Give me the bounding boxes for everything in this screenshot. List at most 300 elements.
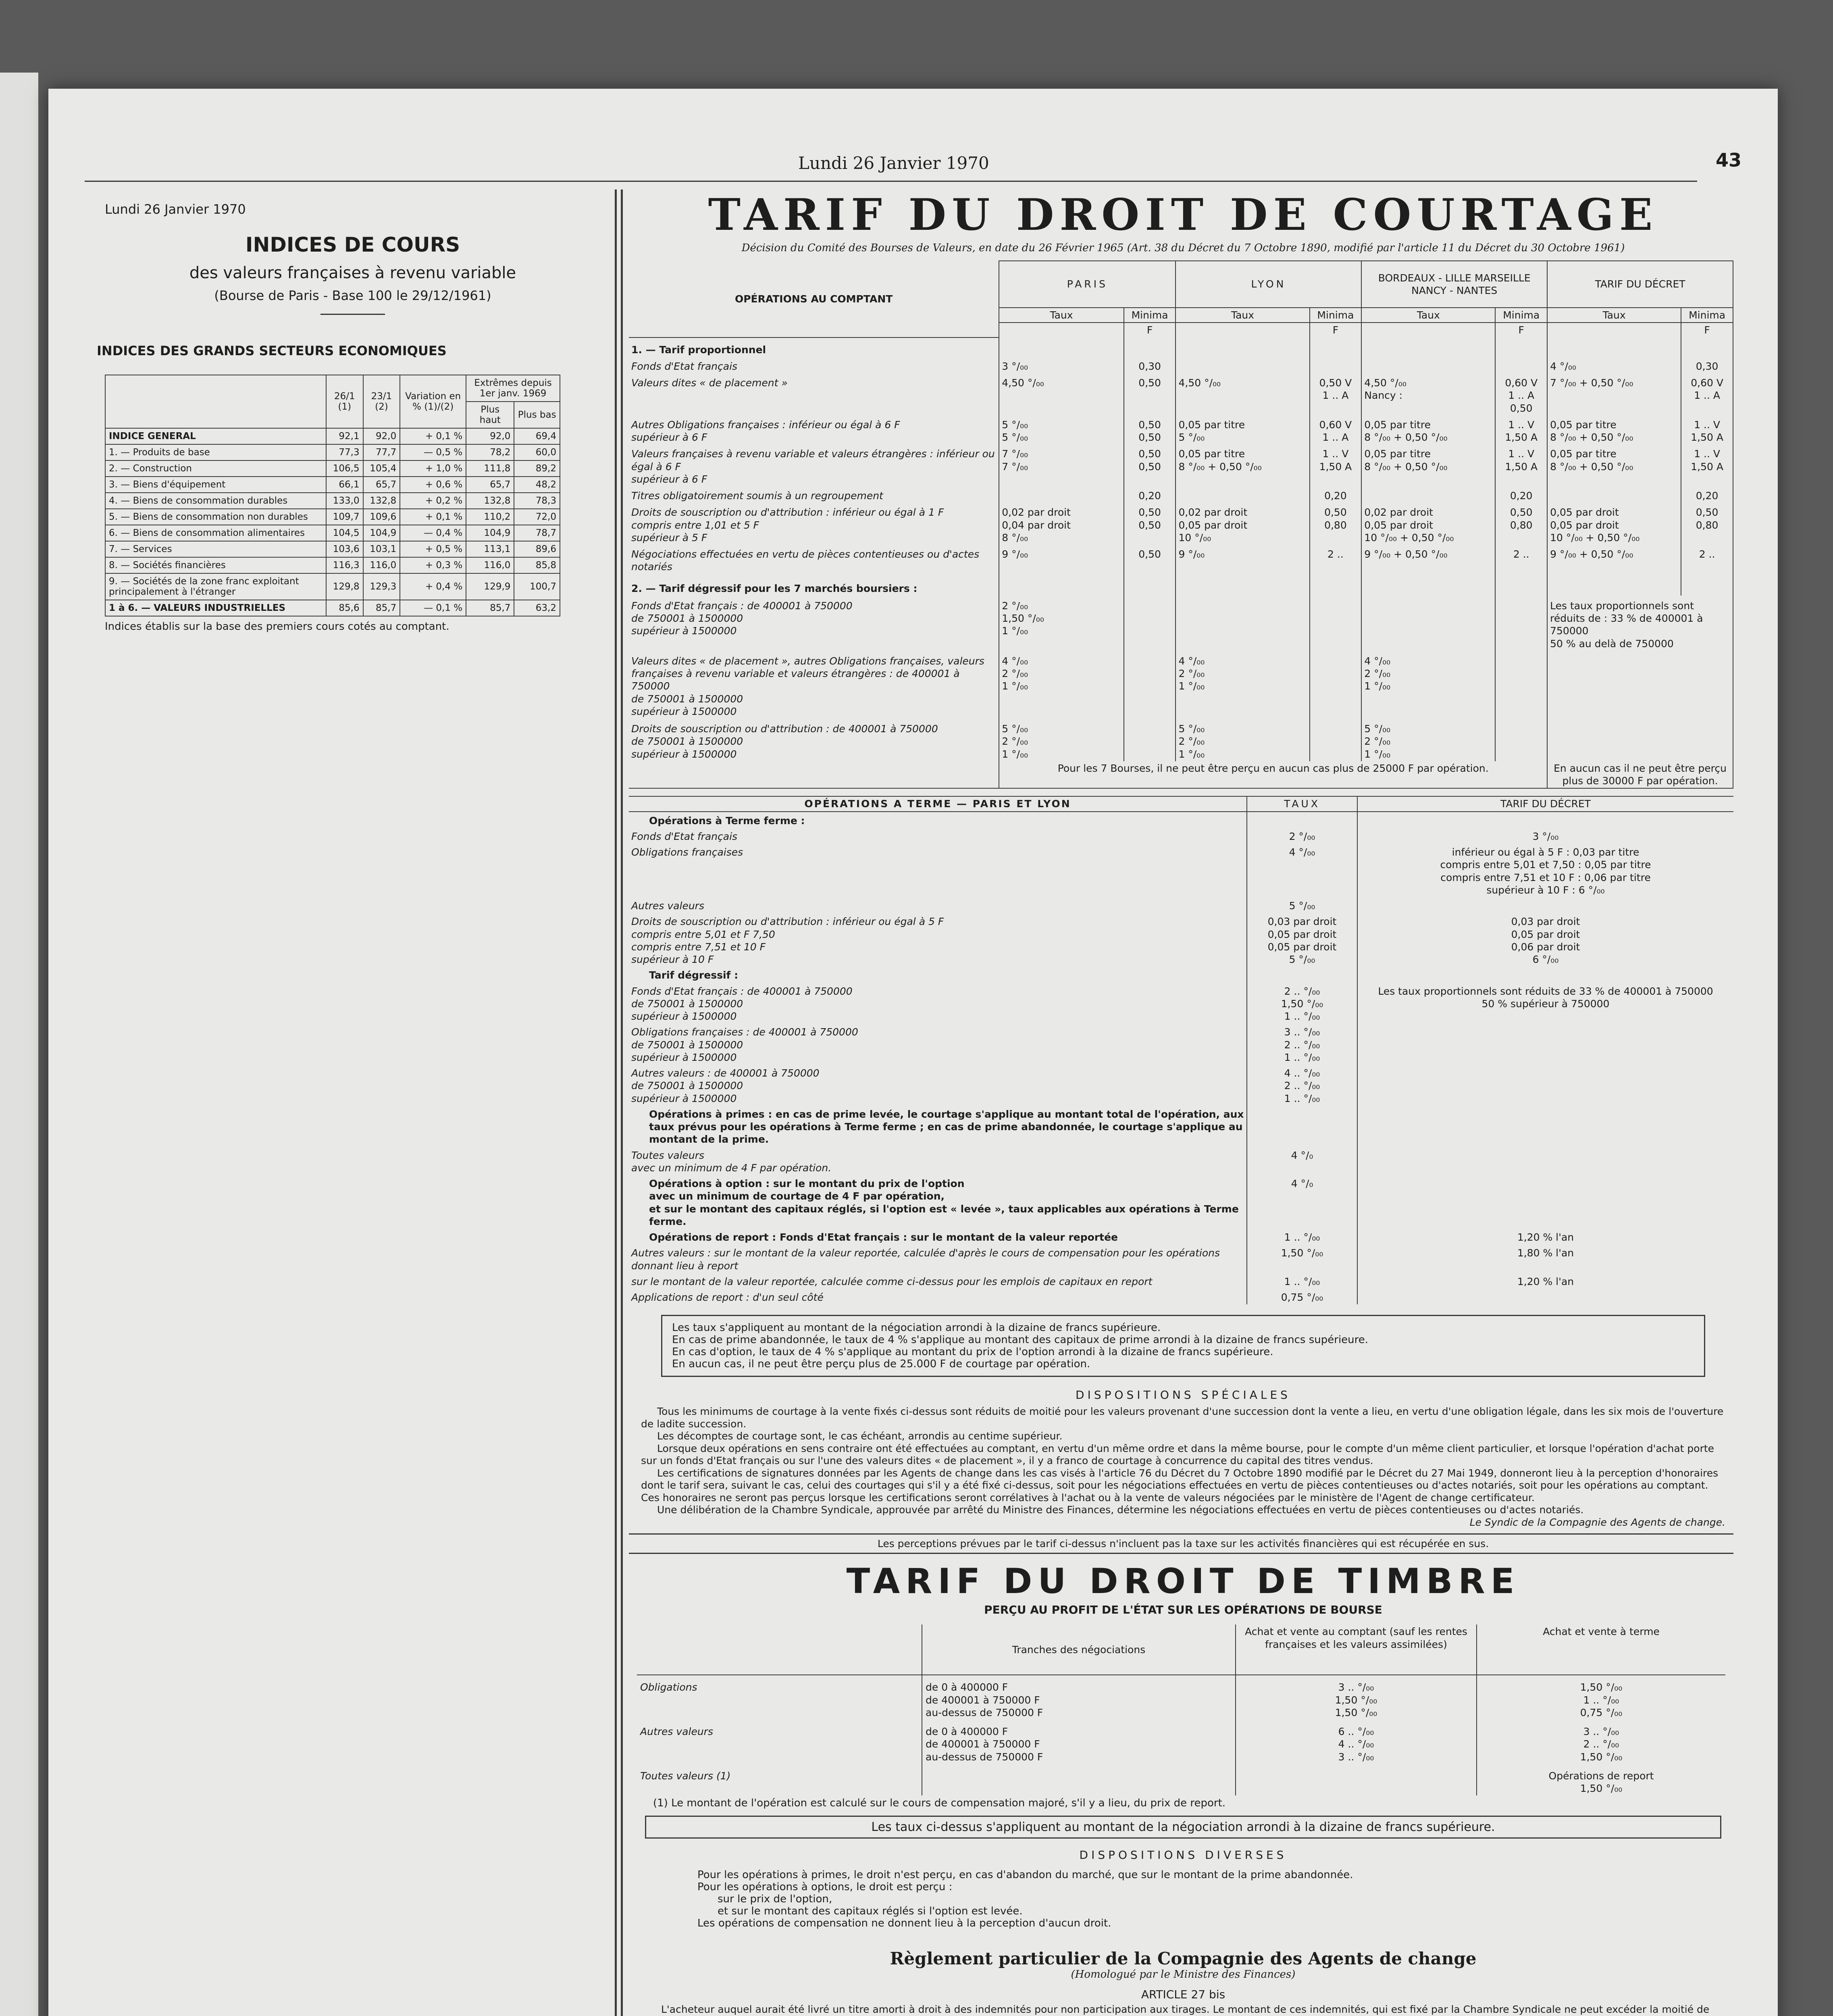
index-label: 5. — Biens de consommation non durables	[105, 509, 326, 525]
rate-pm	[1124, 337, 1176, 357]
terme-rows	[629, 812, 1733, 1305]
index-23-1: 85,7	[363, 600, 400, 616]
terme-label: Droits de souscription ou d'attribution : inférieur ou égal à 5 F compris entre 5,01 et F 7,50 compris entre 7,51 et 10 F supérieur à 10 F	[629, 913, 1247, 966]
op-label: Titres obligatoirement soumis à un regroupement	[631, 490, 883, 502]
terme-row	[629, 1064, 1733, 1106]
div-line: sur le prix de l'option,	[718, 1893, 832, 1906]
rate-bm: 1 .. V 1,50 A	[1495, 415, 1547, 445]
terme-label: Opérations de report : Fonds d'Etat français : sur le montant de la valeur reportée	[629, 1229, 1247, 1244]
col-bordeaux: BORDEAUX - LILLE MARSEILLE NANCY - NANTES	[1361, 261, 1547, 308]
index-row	[105, 493, 560, 509]
col-23-1: 23/1 (2)	[363, 375, 400, 428]
terme-taux	[1247, 966, 1357, 982]
timbre-terme: 3 .. °/₀₀ 2 .. °/₀₀ 1,50 °/₀₀	[1580, 1726, 1623, 1763]
reglement-body	[645, 2004, 1721, 2016]
degressif-max-note: En aucun cas il ne peut être perçu plus de 30000 F par opération.	[1547, 761, 1733, 789]
index-row	[105, 444, 560, 460]
decret-taux: Taux	[1547, 308, 1681, 323]
paris-f: F	[1124, 323, 1176, 337]
bx-taux: Taux	[1361, 308, 1495, 323]
terme-label: Applications de report : d'un seul côté	[629, 1289, 1247, 1304]
terme-decret: inférieur ou égal à 5 F : 0,03 par titre compris entre 5,01 et 7,50 : 0,05 par titre compris entre 7,51 et 10 F : 0,06 par titre supérieur à 10 F : 6 °/₀₀	[1440, 846, 1651, 896]
index-variation: + 0,1 %	[400, 509, 466, 525]
index-plus-bas: 85,8	[514, 557, 560, 573]
lyon-taux: Taux	[1176, 308, 1309, 323]
col-variation: Variation en % (1)/(2)	[400, 375, 466, 428]
rate-p	[999, 337, 1124, 357]
rate-ly	[1176, 486, 1309, 503]
terme-row	[629, 1023, 1733, 1064]
lyon-taux-unit	[1176, 323, 1309, 337]
terme-taux: 0,03 par droit 0,05 par droit 0,05 par droit 5 °/₀₀	[1247, 913, 1357, 966]
rate-p: 9 °/₀₀	[999, 545, 1124, 574]
terme-taux: 0,75 °/₀₀	[1247, 1289, 1357, 1304]
terme-row	[629, 828, 1733, 843]
indices-rows	[105, 428, 560, 616]
index-row	[105, 525, 560, 541]
header-rule	[85, 181, 1697, 182]
degressif-row	[629, 719, 1733, 761]
index-26-1: 116,3	[326, 557, 363, 573]
rate-ly: 4,50 °/₀₀	[1176, 373, 1309, 415]
terme-row	[629, 1147, 1733, 1175]
adjacent-page-edge	[0, 73, 38, 2016]
terme-label: Opérations à primes : en cas de prime levée, le courtage s'applique au montant total de l'opération, aux taux prévus pour les opérations à Terme ferme ; en cas de prime abandonnée, le courtage s'applique au montant de la prime.	[629, 1106, 1247, 1147]
rate-dm: 0,20	[1681, 486, 1733, 503]
ops-comptant-title: OPÉRATIONS AU COMPTANT	[629, 261, 999, 337]
index-variation: — 0,5 %	[400, 444, 466, 460]
reglement-sub: (Homologué par le Ministre des Finances)	[1071, 1968, 1296, 1981]
blank	[1495, 596, 1547, 651]
blank-header	[105, 375, 326, 428]
rate-b: 0,05 par titre 8 °/₀₀ + 0,50 °/₀₀	[1361, 415, 1495, 445]
timbre-comptant: 3 .. °/₀₀ 1,50 °/₀₀ 1,50 °/₀₀	[1236, 1675, 1477, 1720]
reglement-text: L'acheteur auquel aurait été livré un titre amorti à droit à des indemnités pour non participation aux tirages. Le montant de ces indemnités, qui est fixé par la Chambre Syndicale ne peut excéder la moitié de	[661, 2004, 1710, 2016]
indices-note: Indices établis sur la base des premiers cours cotés au comptant.	[105, 621, 449, 633]
op-label: Valeurs françaises à revenu variable et valeurs étrangères : inférieur ou égal à 6 F supérieur à 6 F	[631, 448, 995, 485]
timbre-table	[637, 1624, 1725, 1795]
section-title: INDICES DES GRANDS SECTEURS ECONOMIQUES	[97, 343, 447, 358]
timbre-rows	[637, 1675, 1725, 1795]
bx-f: F	[1495, 323, 1547, 337]
rate-bm: 0,50 0,80	[1495, 503, 1547, 545]
terme-taux: 4 °/₀	[1247, 1175, 1357, 1229]
terme-row	[629, 1244, 1733, 1273]
rate-b: 0,02 par droit 0,05 par droit 10 °/₀₀ + 0,50 °/₀₀	[1361, 503, 1495, 545]
terme-label: Fonds d'Etat français : de 400001 à 750000 de 750001 à 1500000 supérieur à 1500000	[629, 983, 1247, 1024]
index-23-1: 105,4	[363, 460, 400, 477]
index-row	[105, 477, 560, 493]
degressif-paris: 2 °/₀₀ 1,50 °/₀₀ 1 °/₀₀	[999, 596, 1124, 651]
rate-pm: 0,50	[1124, 373, 1176, 415]
lyon-minima: Minima	[1310, 308, 1362, 323]
terme-taux: 1,50 °/₀₀	[1247, 1244, 1357, 1273]
div-line: et sur le montant des capitaux réglés si l'option est levée.	[718, 1905, 1023, 1918]
terme-label: Autres valeurs : de 400001 à 750000 de 750001 à 1500000 supérieur à 1500000	[629, 1064, 1247, 1106]
blank	[1310, 719, 1362, 761]
index-plus-bas: 69,4	[514, 428, 560, 444]
rate-b: 0,05 par titre 8 °/₀₀ + 0,50 °/₀₀	[1361, 444, 1495, 486]
comptant-row	[629, 337, 1733, 357]
terme-decret	[1357, 1023, 1733, 1064]
rate-bm: 0,60 V 1 .. A 0,50	[1495, 373, 1547, 415]
index-26-1: 85,6	[326, 600, 363, 616]
decret-f: F	[1681, 323, 1733, 337]
terme-decret: 1,20 % l'an	[1517, 1231, 1574, 1243]
terme-col-taux: TAUX	[1247, 796, 1357, 811]
degressif-title: 2. — Tarif dégressif pour les 7 marchés boursiers :	[631, 582, 918, 594]
indices-title: INDICES DE COURS	[245, 233, 460, 256]
index-variation: + 0,2 %	[400, 493, 466, 509]
index-23-1: 65,7	[363, 477, 400, 493]
terme-taux: 1 .. °/₀₀	[1247, 1273, 1357, 1289]
degressif-label: Droits de souscription ou d'attribution : de 400001 à 750000 de 750001 à 1500000 supérieur à 1500000	[631, 723, 938, 760]
op-label: Valeurs dites « de placement »	[631, 377, 788, 389]
col-extremes: Extrêmes depuis 1er janv. 1969	[466, 375, 560, 402]
degressif-bx: 4 °/₀₀ 2 °/₀₀ 1 °/₀₀	[1361, 651, 1495, 719]
terme-row	[629, 1273, 1733, 1289]
indices-date: Lundi 26 Janvier 1970	[105, 202, 246, 217]
degressif-bx: 5 °/₀₀ 2 °/₀₀ 1 °/₀₀	[1361, 719, 1495, 761]
index-label: 3. — Biens d'équipement	[105, 477, 326, 493]
div-body	[697, 1869, 1737, 1929]
terme-taux-box	[661, 1315, 1705, 1377]
index-variation: — 0,4 %	[400, 525, 466, 541]
rate-b	[1361, 337, 1495, 357]
index-plus-bas: 72,0	[514, 509, 560, 525]
paris-taux: Taux	[999, 308, 1124, 323]
disposition-para: Tous les minimums de courtage à la vente fixés ci-dessus sont réduits de moitié pour les valeurs provenant d'une succession dont la vente a lieu, en vertu d'une obligation légale, dans les six mois de l'ouverture de ladite succession.	[641, 1406, 1724, 1430]
blank	[1124, 719, 1176, 761]
rate-pm: 0,50 0,50	[1124, 503, 1176, 545]
terme-row	[629, 913, 1733, 966]
terme-decret: 1,20 % l'an	[1517, 1275, 1574, 1287]
rate-ly	[1176, 357, 1309, 373]
tarifs-column	[629, 190, 1737, 2016]
seven-bourses-note: Pour les 7 Bourses, il ne peut être perçu en aucun cas plus de 25000 F par opération.	[999, 761, 1547, 789]
timbre-row	[637, 1764, 1725, 1796]
degressif-decret: Les taux proportionnels sont réduits de : 33 % de 400001 à 750000 50 % au delà de 750000	[1547, 596, 1733, 651]
terme-decret	[1357, 897, 1733, 913]
index-plus-haut: 110,2	[466, 509, 514, 525]
terme-label: Obligations françaises : de 400001 à 750000 de 750001 à 1500000 supérieur à 1500000	[629, 1023, 1247, 1064]
degressif-bx	[1361, 596, 1495, 651]
index-26-1: 133,0	[326, 493, 363, 509]
rule	[629, 1533, 1733, 1535]
index-plus-bas: 78,3	[514, 493, 560, 509]
index-row	[105, 573, 560, 600]
index-variation: + 1,0 %	[400, 460, 466, 477]
index-row	[105, 600, 560, 616]
rate-lym: 0,50 V 1 .. A	[1310, 373, 1362, 415]
terme-row	[629, 966, 1733, 982]
div-line: Les opérations de compensation ne donnent lieu à la perception d'aucun droit.	[697, 1917, 1111, 1930]
op-label: Autres Obligations françaises : inférieur ou égal à 6 F supérieur à 6 F	[631, 419, 900, 443]
index-23-1: 109,6	[363, 509, 400, 525]
courtage-decision: Décision du Comité des Bourses de Valeurs, en date du 26 Février 1965 (Art. 38 du Décret du 7 Octobre 1890, modifié par l'article 11 du Décret du 30 Octobre 1961)	[741, 242, 1625, 254]
degressif-row	[629, 651, 1733, 719]
reglement-article: ARTICLE 27 bis	[1141, 1988, 1225, 2001]
disposition-para: Lorsque deux opérations en sens contraire ont été effectuées au comptant, en vertu d'un même ordre et dans la même bourse, pour le compte d'un même client particulier, et lorsque l'opération d'achat porte sur un fonds d'Etat français ou sur l'une des valeurs dites « de placement », il y a franco de courtage à concurrence du capital des titres vendus.	[641, 1442, 1714, 1467]
terme-row	[629, 1229, 1733, 1244]
terme-decret	[1357, 1175, 1733, 1229]
degressif-paris: 4 °/₀₀ 2 °/₀₀ 1 °/₀₀	[999, 651, 1124, 719]
timbre-row	[637, 1675, 1725, 1720]
timbre-title: TARIF DU DROIT DE TIMBRE	[846, 1561, 1520, 1602]
timbre-tranches: de 0 à 400000 F de 400001 à 750000 F au-dessus de 750000 F	[922, 1720, 1236, 1764]
page-header	[48, 149, 1778, 181]
bx-minima: Minima	[1495, 308, 1547, 323]
terme-taux: 2 °/₀₀	[1247, 828, 1357, 843]
timbre-label: Autres valeurs	[640, 1726, 713, 1737]
rate-ly: 9 °/₀₀	[1176, 545, 1309, 574]
terme-table	[629, 796, 1733, 1304]
col-lyon: LYON	[1176, 261, 1361, 308]
op-label: Négociations effectuées en vertu de pièces contentieuses ou d'actes notariés	[631, 548, 980, 573]
blank	[1495, 651, 1547, 719]
dispositions-signature: Le Syndic de la Compagnie des Agents de change.	[1469, 1516, 1725, 1528]
rate-bm: 2 ..	[1495, 545, 1547, 574]
terme-decret	[1357, 1147, 1733, 1175]
degressif-paris: 5 °/₀₀ 2 °/₀₀ 1 °/₀₀	[999, 719, 1124, 761]
terme-row	[629, 812, 1733, 828]
index-variation: + 0,4 %	[400, 573, 466, 600]
rate-d	[1547, 486, 1681, 503]
index-26-1: 103,6	[326, 541, 363, 557]
col-terme: Achat et vente à terme	[1477, 1624, 1725, 1675]
blank	[1124, 651, 1176, 719]
rate-dm: 1 .. V 1,50 A	[1681, 415, 1733, 445]
col-decret: TARIF DU DÉCRET	[1547, 261, 1733, 308]
terme-taux: 2 .. °/₀₀ 1,50 °/₀₀ 1 .. °/₀₀	[1247, 983, 1357, 1024]
degressif-decret	[1547, 651, 1733, 719]
disposition-para: Les certifications de signatures données par les Agents de change dans les cas visés à l'article 76 du Décret du 7 Octobre 1890 modifié par le Décret du 27 Mai 1949, donneront lieu à la perception d'honoraires dont le tarif sera, suivant le cas, celui des courtages qui s'il y a été fixé ci-dessus, soit pour les négociations effectuées en vertu de pièces contentieuses ou d'actes notariés, soit pour les opérations au comptant. Ces honoraires ne seront pas perçus lorsque les certifications seront corrélatives à l'achat ou à la vente de valeurs négociées par le ministère de l'Agent de change certificateur.	[641, 1467, 1719, 1504]
terme-decret: 1,80 % l'an	[1517, 1247, 1574, 1259]
index-plus-haut: 113,1	[466, 541, 514, 557]
index-26-1: 109,7	[326, 509, 363, 525]
degressif-decret	[1547, 719, 1733, 761]
terme-row	[629, 1106, 1733, 1147]
rate-pm: 0,50 0,50	[1124, 415, 1176, 445]
indices-base: (Bourse de Paris - Base 100 le 29/12/1961)	[214, 288, 491, 303]
index-plus-bas: 89,6	[514, 541, 560, 557]
reglement-title: Règlement particulier de la Compagnie des Agents de change	[890, 1949, 1477, 1969]
terme-taux: 4 °/₀	[1247, 1147, 1357, 1175]
rate-d: 0,05 par titre 8 °/₀₀ + 0,50 °/₀₀	[1547, 415, 1681, 445]
terme-taux	[1247, 812, 1357, 828]
rate-b	[1361, 486, 1495, 503]
comptant-row	[629, 373, 1733, 415]
rate-bm	[1495, 357, 1547, 373]
terme-taux: 3 .. °/₀₀ 2 .. °/₀₀ 1 .. °/₀₀	[1247, 1023, 1357, 1064]
terme-label: Autres valeurs : sur le montant de la valeur reportée, calculée d'après le cours de compensation pour les opérations donnant lieu à report	[629, 1244, 1247, 1273]
dispositions-title: DISPOSITIONS SPÉCIALES	[1076, 1388, 1291, 1402]
blank	[1124, 596, 1176, 651]
timbre-tranches: de 0 à 400000 F de 400001 à 750000 F au-dessus de 750000 F	[922, 1675, 1236, 1720]
rate-pm: 0,50	[1124, 545, 1176, 574]
div-line: Pour les opérations à primes, le droit n'est perçu, en cas d'abandon du marché, que sur le montant de la prime abandonnée.	[697, 1869, 1353, 1881]
terme-label: Toutes valeurs avec un minimum de 4 F par opération.	[629, 1147, 1247, 1175]
op-label: Droits de souscription ou d'attribution : inférieur ou égal à 1 F compris entre 1,01 et 5 F supérieur à 5 F	[631, 506, 944, 544]
comptant-row	[629, 486, 1733, 503]
index-row	[105, 509, 560, 525]
timbre-row	[637, 1720, 1725, 1764]
title-rule	[320, 314, 385, 315]
index-row	[105, 428, 560, 444]
rate-ly: 0,05 par titre 8 °/₀₀ + 0,50 °/₀₀	[1176, 444, 1309, 486]
terme-label: Opérations à Terme ferme :	[629, 812, 1247, 828]
comptant-row	[629, 415, 1733, 445]
index-variation: + 0,5 %	[400, 541, 466, 557]
comptant-row	[629, 444, 1733, 486]
terme-row	[629, 843, 1733, 897]
rate-pm: 0,30	[1124, 357, 1176, 373]
courtage-comptant-table	[629, 260, 1733, 789]
index-23-1: 132,8	[363, 493, 400, 509]
col-tranches: Tranches des négociations	[922, 1624, 1236, 1675]
column-divider-2	[621, 190, 623, 2016]
col-26-1: 26/1 (1)	[326, 375, 363, 428]
rate-p: 3 °/₀₀	[999, 357, 1124, 373]
page-number: 43	[1715, 149, 1741, 171]
terme-row	[629, 983, 1733, 1024]
index-plus-haut: 65,7	[466, 477, 514, 493]
index-plus-bas: 63,2	[514, 600, 560, 616]
index-plus-bas: 78,7	[514, 525, 560, 541]
rate-p	[999, 486, 1124, 503]
rate-pm: 0,50 0,50	[1124, 444, 1176, 486]
index-label: INDICE GENERAL	[105, 428, 326, 444]
rate-dm: 2 ..	[1681, 545, 1733, 574]
index-plus-haut: 132,8	[466, 493, 514, 509]
rate-lym: 0,20	[1310, 486, 1362, 503]
terme-decret: Les taux proportionnels sont réduits de 33 % de 400001 à 750000 50 % supérieur à 750000	[1378, 985, 1713, 1010]
perceptions-note: Les perceptions prévues par le tarif ci-dessus n'incluent pas la taxe sur les activités financières qui est récupérée en sus.	[877, 1538, 1489, 1550]
dispositions-body	[641, 1406, 1725, 1529]
rate-dm: 0,30	[1681, 357, 1733, 373]
terme-decret: 0,03 par droit 0,05 par droit 0,06 par droit 6 °/₀₀	[1511, 916, 1580, 965]
disposition-para: Les décomptes de courtage sont, le cas échéant, arrondis au centime supérieur.	[657, 1430, 1063, 1442]
terme-row	[629, 1175, 1733, 1229]
index-23-1: 92,0	[363, 428, 400, 444]
terme-col-decret: TARIF DU DÉCRET	[1357, 796, 1733, 811]
index-variation: + 0,1 %	[400, 428, 466, 444]
index-row	[105, 557, 560, 573]
index-row	[105, 460, 560, 477]
index-26-1: 92,1	[326, 428, 363, 444]
index-label: 1 à 6. — VALEURS INDUSTRIELLES	[105, 600, 326, 616]
comptant-rows	[629, 337, 1733, 574]
index-23-1: 116,0	[363, 557, 400, 573]
index-label: 2. — Construction	[105, 460, 326, 477]
timbre-label: Obligations	[640, 1681, 697, 1693]
terme-decret	[1357, 812, 1733, 828]
terme-row	[629, 1289, 1733, 1304]
terme-row	[629, 897, 1733, 913]
rate-p: 0,02 par droit 0,04 par droit 8 °/₀₀	[999, 503, 1124, 545]
index-26-1: 129,8	[326, 573, 363, 600]
index-label: 4. — Biens de consommation durables	[105, 493, 326, 509]
paris-minima: Minima	[1124, 308, 1176, 323]
index-23-1: 103,1	[363, 541, 400, 557]
index-plus-bas: 89,2	[514, 460, 560, 477]
box-line-4: En aucun cas, il ne peut être perçu plus de 25.000 F de courtage par opération.	[672, 1358, 1090, 1370]
blank	[1310, 596, 1362, 651]
terme-taux: 5 °/₀₀	[1247, 897, 1357, 913]
terme-decret	[1357, 966, 1733, 982]
index-plus-haut: 129,9	[466, 573, 514, 600]
index-plus-haut: 104,9	[466, 525, 514, 541]
timbre-label: Toutes valeurs (1)	[640, 1770, 731, 1782]
timbre-tranches	[922, 1764, 1236, 1796]
rate-p: 7 °/₀₀ 7 °/₀₀	[999, 444, 1124, 486]
blank	[629, 761, 999, 789]
index-plus-bas: 48,2	[514, 477, 560, 493]
op-label: Fonds d'Etat français	[631, 360, 738, 372]
rate-p: 4,50 °/₀₀	[999, 373, 1124, 415]
lyon-f: F	[1310, 323, 1362, 337]
index-26-1: 66,1	[326, 477, 363, 493]
terme-taux	[1247, 1106, 1357, 1147]
terme-label: Opérations à option : sur le montant du prix de l'option avec un minimum de courtage de 4 F par opération, et sur le montant des capitaux réglés, si l'option est « levée », taux applicables aux opérations à Terme ferme.	[629, 1175, 1247, 1229]
blank	[637, 1624, 922, 1675]
index-plus-haut: 78,2	[466, 444, 514, 460]
index-plus-bas: 100,7	[514, 573, 560, 600]
div-line: Pour les opérations à options, le droit est perçu :	[697, 1881, 953, 1893]
index-plus-haut: 92,0	[466, 428, 514, 444]
box-line-1: Les taux s'appliquent au montant de la négociation arrondi à la dizaine de francs supérieure.	[672, 1322, 1161, 1334]
terme-title: OPÉRATIONS A TERME — PARIS ET LYON	[629, 796, 1247, 811]
timbre-terme: Opérations de report 1,50 °/₀₀	[1548, 1770, 1654, 1794]
rate-pm: 0,20	[1124, 486, 1176, 503]
op-label: 1. — Tarif proportionnel	[631, 344, 766, 356]
index-26-1: 106,5	[326, 460, 363, 477]
terme-taux: 1 .. °/₀₀	[1247, 1229, 1357, 1244]
timbre-box: Les taux ci-dessus s'appliquent au montant de la négociation arrondi à la dizaine de francs supérieure.	[645, 1816, 1721, 1839]
timbre-note: (1) Le montant de l'opération est calculé sur le cours de compensation majoré, s'il y a lieu, du prix de report.	[653, 1797, 1226, 1810]
rate-lym	[1310, 337, 1362, 357]
degressif-lyon	[1176, 596, 1309, 651]
index-label: 9. — Sociétés de la zone franc exploitant principalement à l'étranger	[105, 573, 326, 600]
comptant-row	[629, 545, 1733, 574]
index-plus-bas: 60,0	[514, 444, 560, 460]
decret-taux-unit	[1547, 323, 1681, 337]
header-date: Lundi 26 Janvier 1970	[798, 153, 989, 173]
rate-d: 7 °/₀₀ + 0,50 °/₀₀	[1547, 373, 1681, 415]
degressif-lyon: 5 °/₀₀ 2 °/₀₀ 1 °/₀₀	[1176, 719, 1309, 761]
index-label: 1. — Produits de base	[105, 444, 326, 460]
terme-taux: 4 °/₀₀	[1247, 843, 1357, 897]
terme-taux: 4 .. °/₀₀ 2 .. °/₀₀ 1 .. °/₀₀	[1247, 1064, 1357, 1106]
bx-taux-unit	[1361, 323, 1495, 337]
terme-decret	[1357, 1289, 1733, 1304]
rate-b	[1361, 357, 1495, 373]
index-23-1: 104,9	[363, 525, 400, 541]
courtage-title: TARIF DU DROIT DE COURTAGE	[708, 190, 1658, 240]
index-plus-haut: 85,7	[466, 600, 514, 616]
indices-column	[89, 202, 617, 633]
timbre-comptant	[1236, 1764, 1477, 1796]
index-variation: — 0,1 %	[400, 600, 466, 616]
terme-decret	[1357, 1064, 1733, 1106]
timbre-comptant: 6 .. °/₀₀ 4 .. °/₀₀ 3 .. °/₀₀	[1236, 1720, 1477, 1764]
terme-label: Fonds d'Etat français	[629, 828, 1247, 843]
decret-minima: Minima	[1681, 308, 1733, 323]
rate-lym: 0,60 V 1 .. A	[1310, 415, 1362, 445]
index-26-1: 104,5	[326, 525, 363, 541]
rate-bm	[1495, 337, 1547, 357]
rate-ly: 0,05 par titre 5 °/₀₀	[1176, 415, 1309, 445]
